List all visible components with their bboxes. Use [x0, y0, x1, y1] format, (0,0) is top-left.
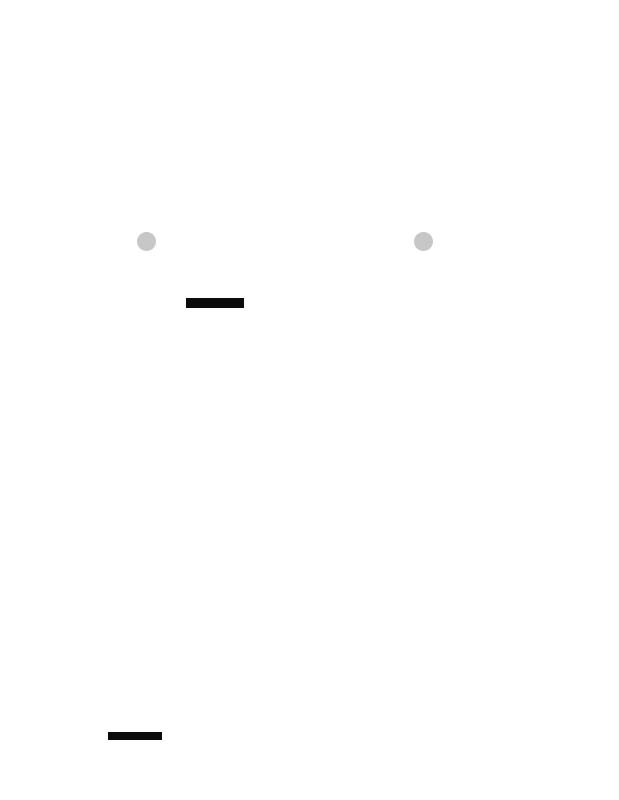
calculation-sheet [128, 280, 619, 730]
punch-hole-icon [414, 232, 433, 251]
redaction-block [186, 298, 244, 308]
redaction-block [108, 732, 162, 740]
blank-top-margin [0, 0, 619, 232]
punch-hole-icon [137, 232, 156, 251]
